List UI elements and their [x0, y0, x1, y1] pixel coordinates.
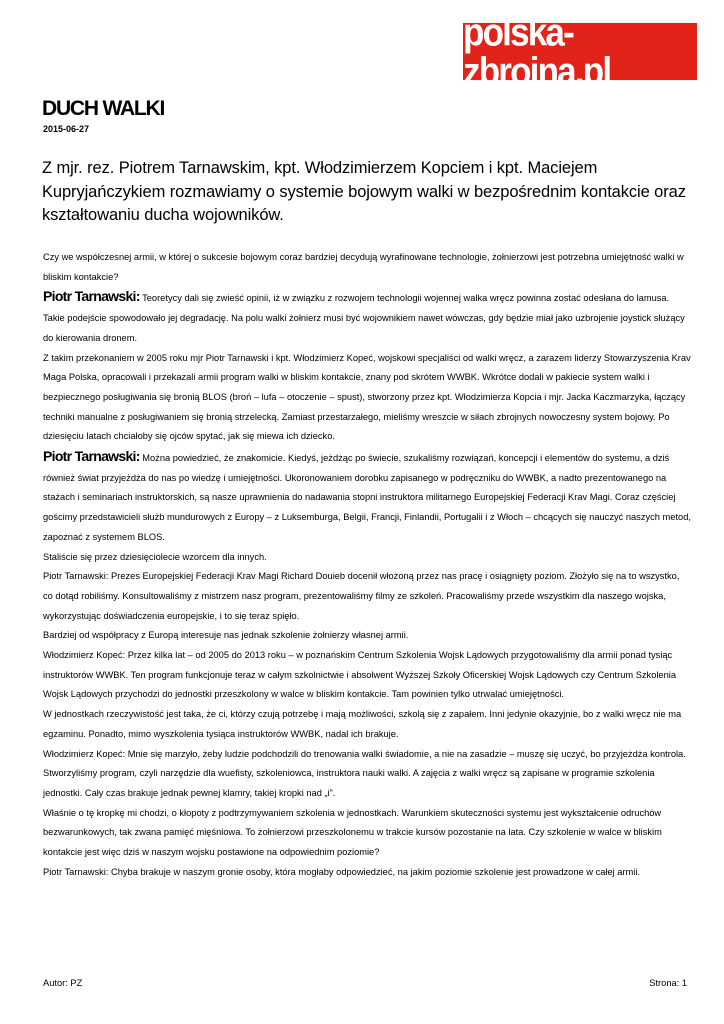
paragraph-text: Właśnie o tę kropkę mi chodzi, o kłopoty z podtrzymywaniem szkolenia w jednostkach. Warunkiem skuteczności systemu jest wykształcenie odruchów bezwarunkowych, tak zwana pamięć mięśniowa. To żołnierzowi przeszkolonemu w trakcie kursów pozostanie na lata. Czy szkolenie w walce w bliskim kontakcie jest więc dziś w naszym wojsku postawione na odpowiednim poziomie? [43, 807, 662, 858]
paragraph-text: Piotr Tarnawski: Prezes Europejskiej Federacji Krav Magi Richard Douieb docenił włożoną przez nas pracę i osiągnięty poziom. Złożyło się na to wszystko, co dotąd robiliśmy. Konsultowaliśmy z mistrzem nasz program, prezentowaliśmy filmy ze szkoleń. Pracowaliśmy przede wszystkim dla naszego wojska, wykorzystując doświadczenia europejskie, i to się teraz spięło. [43, 571, 680, 621]
paragraph [43, 626, 691, 646]
paragraph-text: Z takim przekonaniem w 2005 roku mjr Piotr Tarnawski i kpt. Włodzimierz Kopeć, wojskowi specjaliści od walki wręcz, a zarazem liderzy Stowarzyszenia Krav Maga Polska, opracowali i przekazali armii program walki w bliskim kontakcie, znany pod skrótem WWBK. Wkrótce dodali w pakiecie system walki i bezpiecznego posługiwania się bronią BLOS (broń – lufa – otoczenie – spust), stworzony przez kpt. Włodzimierza Kopcia i mjr. Jacka Kaczmarzyka, łączący techniki manualne z posługiwaniem się bronią strzelecką. Zamiast przestarzałego, mieliśmy wreszcie w siłach zbrojnych nowoczesny system bojowy. Po dziesięciu latach chciałoby się ojców spytać, jak się miewa ich dziecko. [43, 352, 691, 442]
paragraph [43, 863, 691, 883]
site-logo[interactable]: polska-zbrojna.pl [463, 23, 697, 80]
article-title: DUCH WALKI [42, 97, 165, 120]
paragraph [43, 248, 691, 287]
paragraph-text: Czy we współczesnej armii, w której o sukcesie bojowym coraz bardziej decydują wyrafinowane technologie, żołnierzowi jest potrzebna umiejętność walki w bliskim kontakcie? [43, 252, 684, 282]
paragraph [43, 804, 691, 863]
paragraph-text: Włodzimierz Kopeć: Przez kilka lat – od 2005 do 2013 roku – w poznańskim Centrum Szkolenia Wojsk Lądowych przygotowaliśmy dla armii ponad tysiąc instruktorów WWBK. Ten program funkcjonuje teraz w całym szkolnictwie i absolwent Wyższej Szkoły Oficerskiej Wojsk Lądowych czy Centrum Szkolenia Wojsk Lądowych przychodzi do jednostki przeszkolony w walce w bliskim kontakcie. Tam powinien tylko utrwalać umiejętności. [43, 650, 677, 700]
paragraph-text: Teoretycy dali się zwieść opinii, iż w związku z rozwojem technologii wojennej walka wręcz powinna zostać odesłana do lamusa. Takie podejście spowodowało jej degradację. Na polu walki żołnierz musi być wojownikiem nawet wówczas, gdy będzie miał jako uzbrojenie joystick służący do kierowania dronem. [43, 293, 685, 343]
article-body [43, 248, 691, 883]
footer-page-number: Strona: 1 [649, 978, 687, 988]
paragraph-text: Staliście się przez dziesięciolecie wzorcem dla innych. [43, 551, 267, 562]
paragraph [43, 349, 691, 448]
paragraph [43, 705, 691, 744]
paragraph [43, 646, 691, 705]
paragraph [43, 287, 691, 348]
paragraph [43, 447, 691, 548]
paragraph [43, 745, 691, 804]
article-date: 2015-06-27 [43, 124, 90, 134]
paragraph [43, 548, 691, 568]
footer-author: Autor: PZ [43, 978, 83, 988]
paragraph-text: Włodzimierz Kopeć: Mnie się marzyło, żeby ludzie podchodzili do trenowania walki świadomie, a nie na zasadzie – muszę się uczyć, bo przyjeżdża kontrola. Stworzyliśmy program, czyli narzędzie dla wuefisty, szkoleniowca, instruktora nauki walki. A zajęcia z walki wręcz są zapisane w programie szkolenia jednostki. Cały czas brakuje jednak pewnej klamry, takiej kropki nad „i”. [43, 748, 686, 798]
paragraph-text: W jednostkach rzeczywistość jest taka, że ci, którzy czują potrzebę i mają możliwości, szkolą się z zapałem. Inni jedynie okazyjnie, bo z walki wręcz nie ma egzaminu. Ponadto, mimo wyszkolenia tysiąca instruktorów WWBK, nadal ich brakuje. [43, 709, 682, 739]
article-lead: Z mjr. rez. Piotrem Tarnawskim, kpt. Włodzimierzem Kopciem i kpt. Maciejem Kupryjańczykiem rozmawiamy o systemie bojowym walki w bezpośrednim kontakcie oraz kształtowaniu ducha wojowników. [42, 159, 686, 224]
paragraph [43, 567, 691, 626]
paragraph-text: Bardziej od współpracy z Europą interesuje nas jednak szkolenie żołnierzy własnej armii. [43, 630, 409, 641]
paragraph-text: Można powiedzieć, że znakomicie. Kiedyś, jeżdżąc po świecie, szukaliśmy rozwiązań, koncepcji i elementów do systemu, a dziś również świat przyjeżdża do nas po wiedzę i umiejętności. Ukoronowaniem dorobku zapisanego w podręczniku do WWBK, a nadto prezentowanego na stażach i seminariach instruktorskich, są nasze uprawnienia do nadawania stopni instruktora militarnego Europejskiej Federacji Krav Magi. Coraz częściej gościmy przedstawicieli służb mundurowych z Europy – z Luksemburga, Belgii, Francji, Finlandii, Portugalii i z Włoch – chcących się nauczyć naszych metod, zapoznać z systemem BLOS. [43, 453, 691, 542]
paragraph-text: Piotr Tarnawski: Chyba brakuje w naszym gronie osoby, która mogłaby odpowiedzieć, na jakim poziomie szkolenie jest prowadzone w całej armii. [43, 866, 640, 877]
speaker-label: Piotr Tarnawski: [43, 448, 140, 465]
speaker-label: Piotr Tarnawski: [43, 288, 140, 305]
